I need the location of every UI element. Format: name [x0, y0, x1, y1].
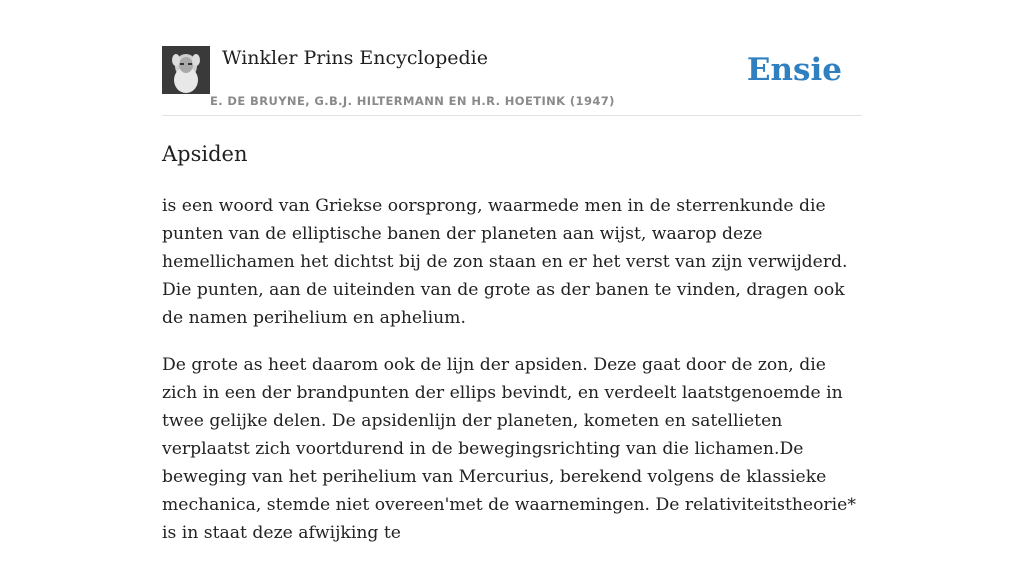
ensie-logo[interactable]: Ensie [746, 52, 842, 88]
article-title: Apsiden [162, 142, 248, 166]
header [162, 46, 862, 116]
site-title[interactable]: Winkler Prins Encyclopedie [222, 47, 488, 69]
article-body [162, 192, 864, 566]
article-paragraph: De grote as heet daarom ook de lijn der apsiden. Deze gaat door de zon, die zich in een der brandpunten der ellips bevindt, en verdeelt laatstgenoemde in twee gelijke delen. De apsidenlijn der planeten, kometen en satellieten verplaatst zich voortdurend in de bewegingsrichting van die lichamen.De beweging van het perihelium van Mercurius, berekend volgens de klassieke mechanica, stemde niet overeen'met de waarnemingen. De relativiteitstheorie* is in staat deze afwijking te [162, 355, 856, 543]
authors-credit: E. DE BRUYNE, G.B.J. HILTERMANN EN H.R. HOETINK (1947) [210, 94, 615, 108]
author-portrait-icon [162, 46, 210, 94]
article-paragraph: is een woord van Griekse oorsprong, waarmede men in de sterrenkunde die punten van de elliptische banen der planeten aan wijst, waarop deze hemellichamen het dichtst bij de zon staan en er het verst van zijn verwijderd. Die punten, aan de uiteinden van de grote as der banen te vinden, dragen ook de namen perihelium en aphelium. [162, 196, 848, 328]
header-divider [162, 115, 862, 116]
author-avatar [162, 46, 210, 94]
